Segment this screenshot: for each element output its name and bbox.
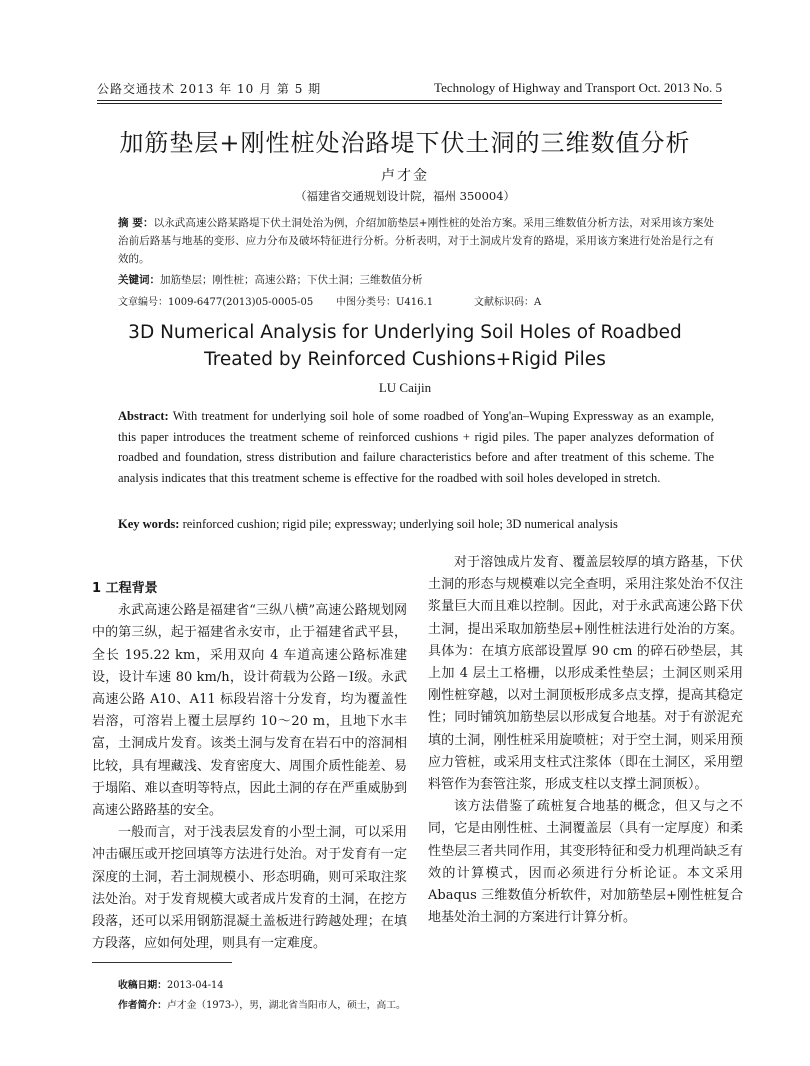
author-en: LU Caijin: [378, 380, 432, 395]
paragraph: 一般而言，对于浅表层发育的小型土洞，可以采用冲击碾压或开挖回填等方法进行处治。对于发育有一定深度的土洞，若土洞规模小、形态明确，则可采取注浆法处治。对于发育规模大或者成片发育的土洞，在挖方段落，还可以采用钢筋混凝土盖板进行跨越处理；在填方段落，应如何处理，则具有一定难度。: [92, 825, 407, 952]
journal-cn: 公路交通技术 2013 年 10 月 第 5 期: [97, 82, 322, 96]
abstract-en-text: With treatment for underlying soil hole of some roadbed of Yong'an–Wuping Expressway as an example, this paper introduces the treatment scheme of reinforced cushions + rigid piles. The paper analyzes deformation of roadbed and foundation, stress distribution and failure characteristics before and after treatment of this scheme. The analysis indicates that this treatment scheme is effective for the roadbed with soil holes developed in stretch.: [118, 409, 714, 485]
affiliation-cn: （福建省交通规划设计院，福州 350004）: [294, 189, 516, 203]
paragraph: 对于溶蚀成片发育、覆盖层较厚的填方路基，下伏土洞的形态与规模难以完全查明，采用注浆处治不仅注浆量巨大而且难以控制。因此，对于永武高速公路下伏土洞，提出采取加筋垫层+刚性桩法进行处治的方案。具体为：在填方底部设置厚 90 cm 的碎石砂垫层，其上加 4 层土工格栅，以形成柔性垫层；土洞区则采用刚性桩穿越，以对土洞顶板形成多点支撑，提高其稳定性；同时铺筑加筋垫层以形成复合地基。对于有淤泥充填的土洞，刚性桩采用旋喷桩；对于空土洞，则采用预应力管桩，或采用支柱式注浆体（即在土洞区，采用塑料管作为套管注浆，形成支柱以支撑土洞顶板）。: [428, 555, 743, 793]
abstract-cn-label: 摘 要：: [118, 217, 154, 229]
title-cn: 加筋垫层+刚性桩处治路堤下伏土洞的三维数值分析: [119, 129, 691, 157]
header-rule: [97, 100, 722, 101]
article-meta: [118, 293, 714, 309]
title-en-line2: Treated by Reinforced Cushions+Rigid Piles: [204, 349, 606, 370]
footnotes: [118, 976, 718, 1016]
keywords-cn-label: 关键词：: [118, 274, 160, 286]
running-header: [97, 80, 722, 100]
abstract-cn: [118, 214, 714, 268]
author-bio: [118, 996, 718, 1016]
keywords-en: [118, 517, 714, 532]
author-bio-label: 作者简介：: [118, 1000, 167, 1011]
article-number: 文章编号：1009-6477(2013)05-0005-05: [118, 297, 314, 308]
received-label: 收稿日期：: [118, 980, 167, 991]
keywords-en-label: Key words:: [118, 517, 180, 531]
abstract-cn-text: 以永武高速公路某路堤下伏土洞处治为例，介绍加筋垫层+刚性桩的处治方案。采用三维数值分析方法，对采用该方案处治前后路基与地基的变形、应力分布及破坏特征进行分析。分析表明，对于土洞成片发育的路堤，采用该方案进行处治是行之有效的。: [118, 217, 715, 265]
section-heading: 1 工程背景: [92, 581, 158, 596]
clc-number: 中图分类号：U416.1: [336, 297, 434, 308]
keywords-cn-text: 加筋垫层；刚性桩；高速公路；下伏土洞；三维数值分析: [160, 274, 423, 286]
abstract-en: [118, 406, 714, 488]
body-column-left: [92, 552, 407, 955]
header-rule-thin: [97, 103, 722, 104]
title-en-line1: 3D Numerical Analysis for Underlying Soil Holes of Roadbed: [128, 322, 682, 343]
paragraph: 该方法借鉴了疏桩复合地基的概念，但又与之不同，它是由刚性桩、土洞覆盖层（具有一定厚度）和柔性垫层三者共同作用，其变形特征和受力机理尚缺乏有效的计算模式，因而必须进行分析论证。本文采用 Abaqus 三维数值分析软件，对加筋垫层+刚性桩复合地基处治土洞的方案进行计算分析。: [428, 799, 743, 926]
received-value: 2013-04-14: [166, 980, 224, 991]
footnote-rule: [92, 962, 232, 963]
title-en: [0, 319, 810, 373]
paragraph: 永武高速公路是福建省“三纵八横”高速公路规划网中的第三纵，起于福建省永安市，止于福建省武平县，全长 195.22 km，采用双向 4 车道高速公路标准建设，设计车速 80 km/h，设计荷载为公路－Ⅰ级。永武高速公路 A10、A11 标段岩溶十分发育，均为覆盖性岩溶，可溶岩上覆土层厚约 10～20 m，且地下水丰富，土洞成片发育。该类土洞与发育在岩石中的溶洞相比较，具有埋藏浅、发育密度大、周围介质性能差、易于塌陷、难以查明等特点，因此土洞的存在严重威胁到高速公路路基的安全。: [92, 603, 407, 819]
keywords-cn: [118, 272, 714, 287]
journal-en: Technology of Highway and Transport Oct. 2013 No. 5: [434, 80, 722, 95]
received-date: [118, 976, 718, 996]
author-cn: 卢才金: [381, 168, 429, 184]
keywords-en-text: reinforced cushion; rigid pile; expressway; underlying soil hole; 3D numerical analysis: [179, 517, 618, 531]
body-column-right: [428, 552, 743, 929]
author-bio-value: 卢才金（1973-），男，湖北省当阳市人，硕士，高工。: [166, 1000, 406, 1011]
abstract-en-label: Abstract:: [118, 409, 169, 423]
document-code: 文献标识码：A: [474, 297, 542, 308]
